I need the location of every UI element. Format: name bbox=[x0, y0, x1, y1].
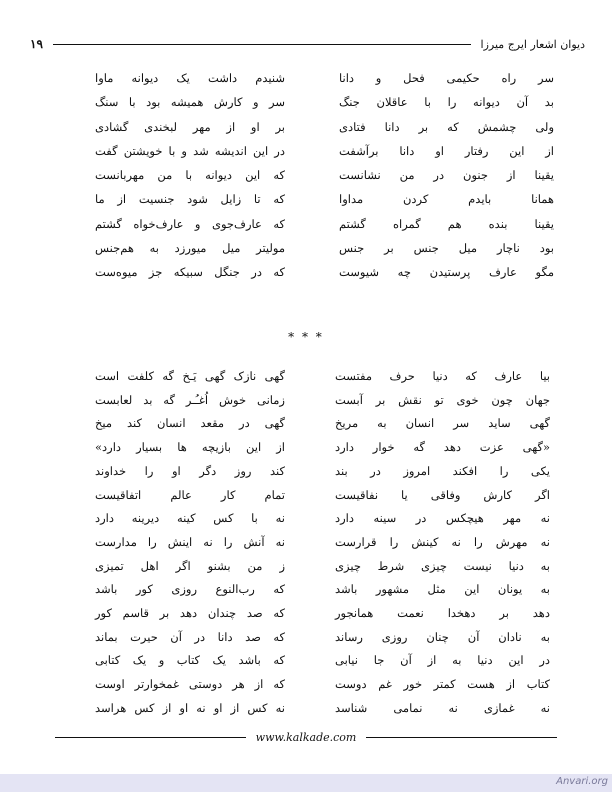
verse-line: که رب‌النوع روزی کور باشد bbox=[95, 582, 285, 597]
verse-line: مگو عارف پرستیدن چه شیوست bbox=[339, 265, 554, 279]
verse-line: به دنیا نیست چیزی شرط چیزی bbox=[335, 558, 550, 573]
verse-line: اگر کارش وفاقی یا نفاقیست bbox=[335, 487, 550, 502]
verse-line: در این دنیا به از آن جا نیابی bbox=[335, 653, 550, 668]
verse-line: سر و کارش همیشه بود با سنگ bbox=[95, 95, 285, 110]
watermark: Anvari.org bbox=[556, 776, 608, 787]
page-number: ۱۹ bbox=[30, 37, 43, 51]
website-url: www.kalkade.com bbox=[255, 730, 357, 744]
verse-line: بر او از مهر لبخندی گشادی bbox=[95, 119, 285, 134]
verse-line: جهان چون خوی تو نقش بر آبست bbox=[335, 392, 550, 407]
verse-line: به نادان آن چنان روزی رساند bbox=[335, 629, 550, 644]
footer-rule-left bbox=[55, 737, 246, 738]
verse-line: زمانی خوش اُغـُـر گه بد لعابست bbox=[95, 392, 285, 407]
verse-line: نه با کس کینه دیرینه دارد bbox=[95, 511, 285, 526]
verse-line: تمام کار عالم اتفاقیست bbox=[95, 487, 285, 502]
verse-line: یکی را افکند امروز در بند bbox=[335, 463, 550, 478]
verse-line: یقینا از جنون در من نشانست bbox=[339, 168, 554, 182]
verse-line: گهی نازک گهی یَـخ گه کلفت است bbox=[95, 369, 285, 383]
verse-line: نه غمازی نه نمامی شناسد bbox=[335, 700, 550, 715]
verse-line: از این رفتار او دانا برآشفت bbox=[339, 143, 554, 158]
header-rule bbox=[53, 44, 471, 45]
poem-stanza-2 bbox=[0, 368, 612, 716]
verse-line: که صد چندان دهد بر قاسم کور bbox=[95, 606, 285, 621]
verse-line: ز من بشنو اگر اهل تمیزی bbox=[95, 558, 285, 573]
verse-line: که باشد یک کتاب و یک کتابی bbox=[95, 653, 285, 668]
verse-line: بیا عارف که دنیا حرف مفتست bbox=[335, 369, 550, 383]
verse-line: در این اندیشه شد و با خویشتن گفت bbox=[95, 143, 285, 158]
verse-line: یقینا بنده هم گمراه گشتم bbox=[339, 216, 554, 231]
verse-line: بد آن دیوانه را با عاقلان جنگ bbox=[339, 95, 554, 110]
page-footer bbox=[55, 728, 557, 746]
verse-line: مولیتر میل میورزد به هم‌جنس bbox=[95, 240, 285, 255]
verse-line: کتاب از هست کمتر خور غم دوست bbox=[335, 677, 550, 692]
hemistich-column-left bbox=[95, 368, 285, 716]
verse-line: دهد بر دهخدا نعمت همانجور bbox=[335, 606, 550, 621]
poem-stanza-1 bbox=[0, 70, 612, 280]
verse-line: به یونان این مثل مشهور باشد bbox=[335, 582, 550, 597]
verse-line: گهی ساید سر انسان به مریخ bbox=[335, 416, 550, 431]
page-header bbox=[30, 34, 585, 54]
verse-line: که صد دانا در آن حیرت بماند bbox=[95, 629, 285, 644]
verse-line: نه مهرش را نه کینش را قرارست bbox=[335, 534, 550, 549]
hemistich-column-right bbox=[335, 368, 550, 716]
verse-line: همانا بایدم کردن مداوا bbox=[339, 192, 554, 207]
footer-rule-right bbox=[366, 737, 557, 738]
verse-line: که تا زایل شود جنسیت از ما bbox=[95, 192, 285, 207]
verse-line: سر راه حکیمی فحل و دانا bbox=[339, 71, 554, 85]
verse-line: که عارف‌جوی و عارف‌خواه گشتم bbox=[95, 216, 285, 231]
hemistich-column-right bbox=[339, 70, 554, 280]
verse-line: نه آنش را نه اینش را مدارست bbox=[95, 534, 285, 549]
verse-line: که در جنگل سبیکه جز میوه‌ست bbox=[95, 265, 285, 279]
hemistich-column-left bbox=[95, 70, 285, 280]
verse-line: نه مهر هیچکس در سینه دارد bbox=[335, 511, 550, 526]
verse-line: بود ناچار میل جنس بر جنس bbox=[339, 240, 554, 255]
verse-line: که از هر دوستی غمخوارتر اوست bbox=[95, 677, 285, 692]
verse-line: شنیدم داشت یک دیوانه ماوا bbox=[95, 71, 285, 85]
verse-line: که این دیوانه با من مهربانست bbox=[95, 168, 285, 182]
verse-line: نه کس از او نه او از کس هراسد bbox=[95, 700, 285, 715]
verse-line: ولی چشمش که بر دانا فتادی bbox=[339, 119, 554, 134]
verse-line: گهی در مقعد انسان کند میخ bbox=[95, 416, 285, 431]
verse-line: از این بازیچه ها بسیار دارد» bbox=[95, 440, 285, 455]
book-title: دیوان اشعار ایرج میرزا bbox=[480, 37, 585, 51]
verse-line: کند روز دگر او را خداوند bbox=[95, 463, 285, 478]
verse-line: «گهی عزت دهد گه خوار دارد bbox=[335, 440, 550, 455]
bottom-bar bbox=[0, 774, 612, 792]
section-separator: * * * bbox=[288, 330, 324, 344]
